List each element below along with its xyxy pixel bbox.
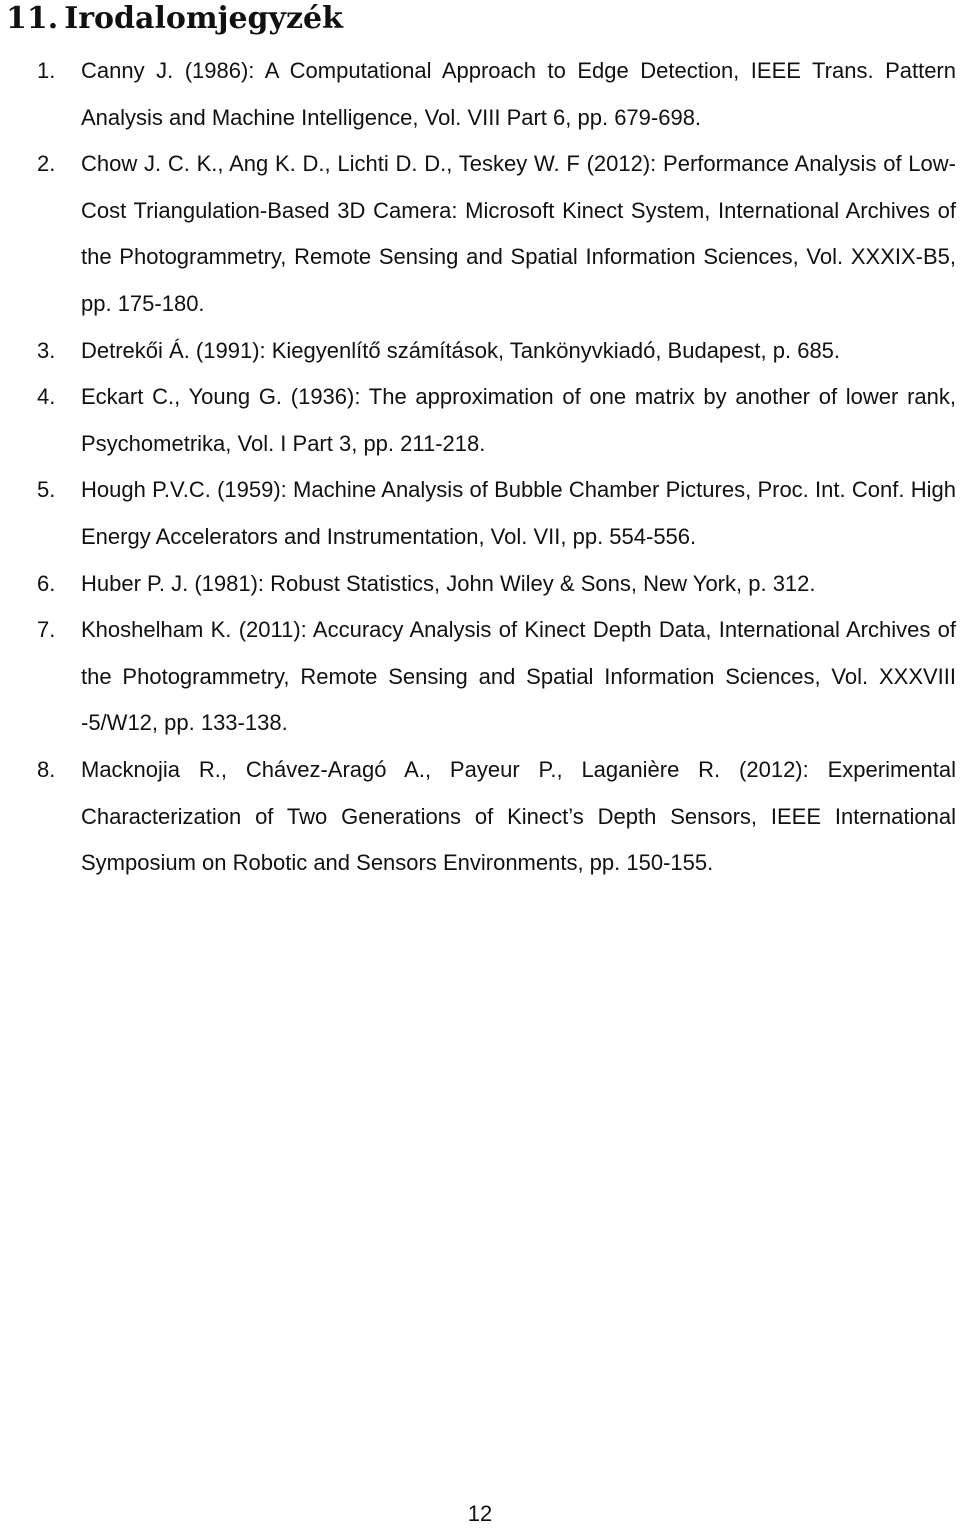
section-title: Irodalomjegyzék (64, 1, 343, 36)
reference-number: 7. (37, 617, 56, 643)
reference-text: Canny J. (1986): A Computational Approach to Edge Detection, IEEE Trans. Pattern Analysis and Machine Intelligence, Vol. VIII Part 6, pp. 679-698. (81, 58, 956, 130)
reference-item (0, 561, 960, 608)
reference-item (0, 374, 960, 467)
section-number: 11. (6, 1, 59, 36)
reference-text: Detrekői Á. (1991): Kiegyenlítő számítások, Tankönyvkiadó, Budapest, p. 685. (81, 337, 841, 363)
reference-item (0, 607, 960, 747)
reference-number: 4. (37, 384, 56, 410)
reference-text: Macknojia R., Chávez-Aragó A., Payeur P., Laganière R. (2012): Experimental Characterization of Two Generations of Kinect’s Depth Sensors, IEEE International Symposium on Robotic and Sensors Environments, pp. 150-155. (81, 756, 956, 876)
reference-number: 6. (37, 570, 56, 596)
reference-number: 1. (37, 58, 56, 83)
reference-text: Huber P. J. (1981): Robust Statistics, John Wiley & Sons, New York, p. 312. (81, 570, 816, 596)
reference-number: 5. (37, 477, 56, 503)
reference-item (0, 141, 960, 327)
page-number: 12 (467, 1501, 493, 1526)
reference-text: Khoshelham K. (2011): Accuracy Analysis of Kinect Depth Data, International Archives of the Photogrammetry, Remote Sensing and Spatial Information Sciences, Vol. XXXVIII -5/W12, pp. 133-138. (81, 617, 956, 736)
reference-text: Chow J. C. K., Ang K. D., Lichti D. D., Teskey W. F (2012): Performance Analysis of Low-Cost Triangulation-Based 3D Camera: Microsoft Kinect System, International Archives of the Photogrammetry, Remote Sensing and Spatial Information Sciences, Vol. XXXIX-B5, pp. 175-180. (81, 151, 956, 316)
reference-number: 3. (37, 337, 56, 363)
reference-text: Hough P.V.C. (1959): Machine Analysis of Bubble Chamber Pictures, Proc. Int. Conf. High Energy Accelerators and Instrumentation, Vol. VII, pp. 554-556. (81, 477, 956, 549)
reference-number: 2. (37, 151, 56, 177)
reference-number: 8. (37, 756, 56, 782)
reference-text: Eckart C., Young G. (1936): The approximation of one matrix by another of lower rank, Psychometrika, Vol. I Part 3, pp. 211-218. (81, 384, 956, 456)
reference-item (0, 467, 960, 560)
reference-item (0, 48, 960, 141)
reference-list (0, 48, 960, 887)
section-heading (6, 0, 343, 38)
reference-item (0, 747, 960, 887)
reference-item (0, 328, 960, 375)
